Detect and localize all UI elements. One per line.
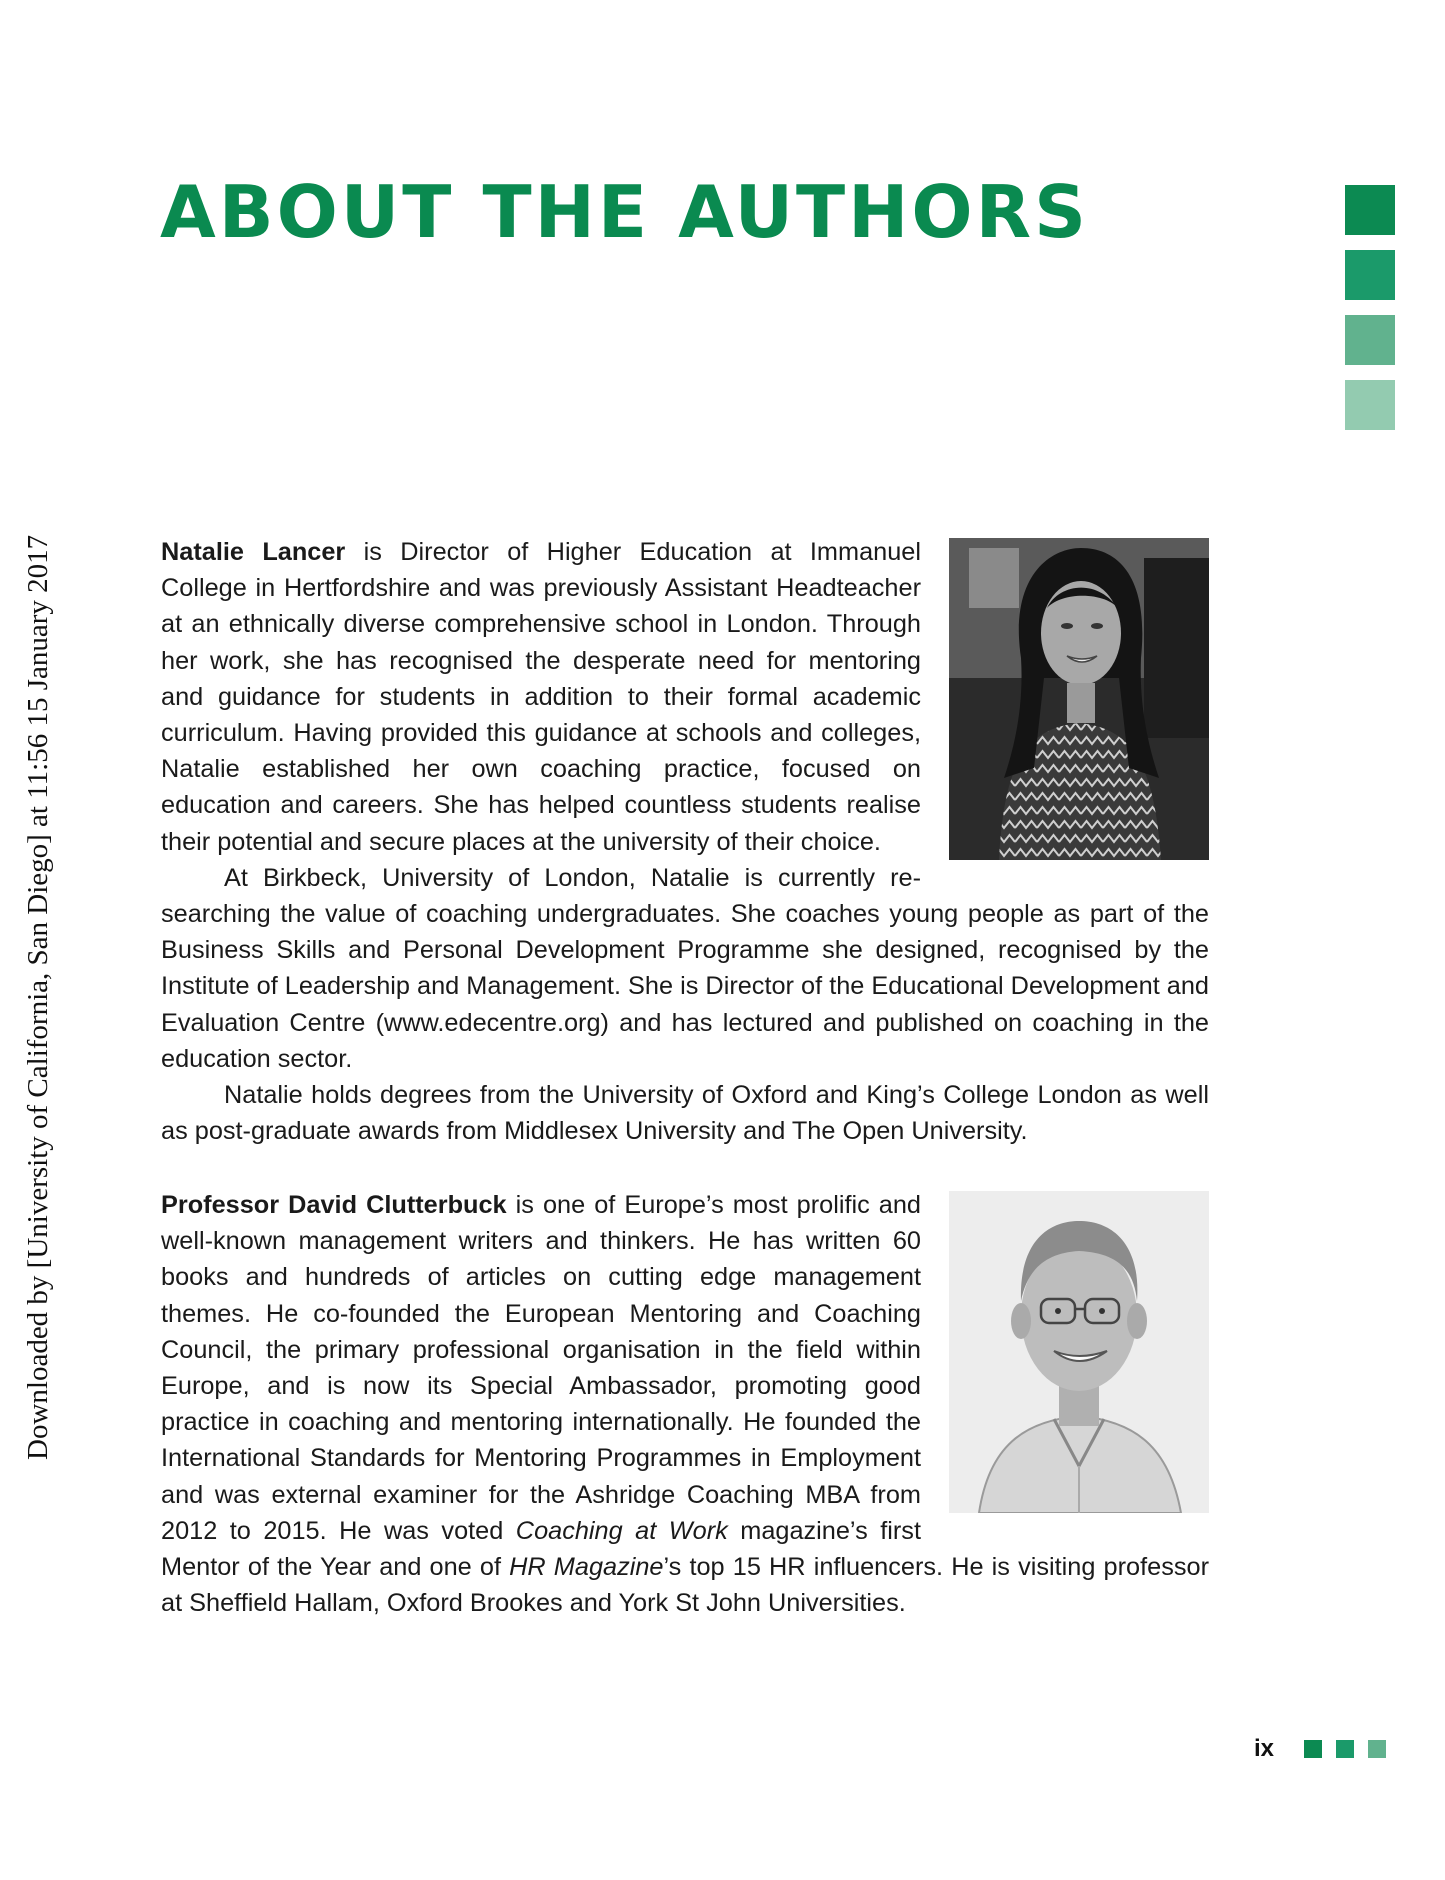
author-name: Professor David Clutterbuck bbox=[161, 1191, 507, 1219]
download-watermark: Downloaded by [University of California, San Diego] at 11:56 15 January 2017 bbox=[22, 534, 54, 1460]
page-title: ABOUT THE AUTHORS bbox=[160, 170, 1089, 254]
bio-paragraph: is Director of Higher Education at Immanuel College in Hertfordshire and was previously Assistant Headteacher at an ethnically diverse comprehensive school in London. Through her work, she has recognised the desperate need for mentoring and guidance for students in addition to their formal academic curriculum. Having provided this guidance at schools and colleges, Natalie established her own coaching practice, focused on education and careers. She has helped countless students realise their potential and secure places at the university of their choice. bbox=[161, 538, 921, 856]
bio-text: magazine’s first Mentor of the Year and one of bbox=[161, 1516, 921, 1582]
author-name: Natalie Lancer bbox=[161, 538, 346, 566]
publication-title: Coaching at Work bbox=[515, 1516, 728, 1545]
decorative-square bbox=[1304, 1740, 1322, 1758]
decorative-squares bbox=[1345, 185, 1395, 445]
decorative-square bbox=[1345, 315, 1395, 365]
portrait-woman-icon bbox=[949, 538, 1209, 860]
decorative-square bbox=[1345, 250, 1395, 300]
author-bio-david-clutterbuck bbox=[161, 1187, 1209, 1621]
decorative-square bbox=[1336, 1740, 1354, 1758]
portrait-man-icon bbox=[949, 1191, 1209, 1513]
publication-title: HR Magazine bbox=[509, 1553, 664, 1582]
decorative-square bbox=[1368, 1740, 1386, 1758]
bio-text: is one of Europe’s most prolific and well-known management writers and thinkers. He has written 60 books and hundreds of articles on cutting edge management themes. He co-founded the European Mentoring and Coaching Council, the primary professional organisation in the field within Europe, and is now its Special Ambassador, promoting good practice in coaching and mentoring internationally. He founded the International Standards for Mentoring Programmes in Employment and was external examiner for the Ashridge Coaching MBA from 2012 to 2015. He was voted bbox=[161, 1191, 921, 1545]
bio-text: ’s top 15 HR influencers. He is visiting professor at Sheffield Hallam, Oxford Brookes and York St John Universities. bbox=[161, 1553, 1209, 1618]
author-bio-natalie-lancer bbox=[161, 534, 1209, 1149]
bio-paragraph: Natalie holds degrees from the University of Oxford and King’s College London as well as post-graduate awards from Middlesex University and The Open University. bbox=[161, 1081, 1209, 1146]
decorative-square bbox=[1345, 185, 1395, 235]
decorative-square bbox=[1345, 380, 1395, 430]
page-footer bbox=[1254, 1735, 1400, 1763]
page-number: ix bbox=[1254, 1735, 1275, 1762]
bio-paragraph: At Birkbeck, University of London, Natalie is currently researching the value of coaching undergraduates. She coaches young people as part of the Business Skills and Personal Development Programme she designed, recognised by the Institute of Leadership and Management. She is Director of the Educational Development and Evaluation Centre (www.edecentre.org) and has lectured and published on coaching in the education sector. bbox=[161, 863, 1209, 1073]
